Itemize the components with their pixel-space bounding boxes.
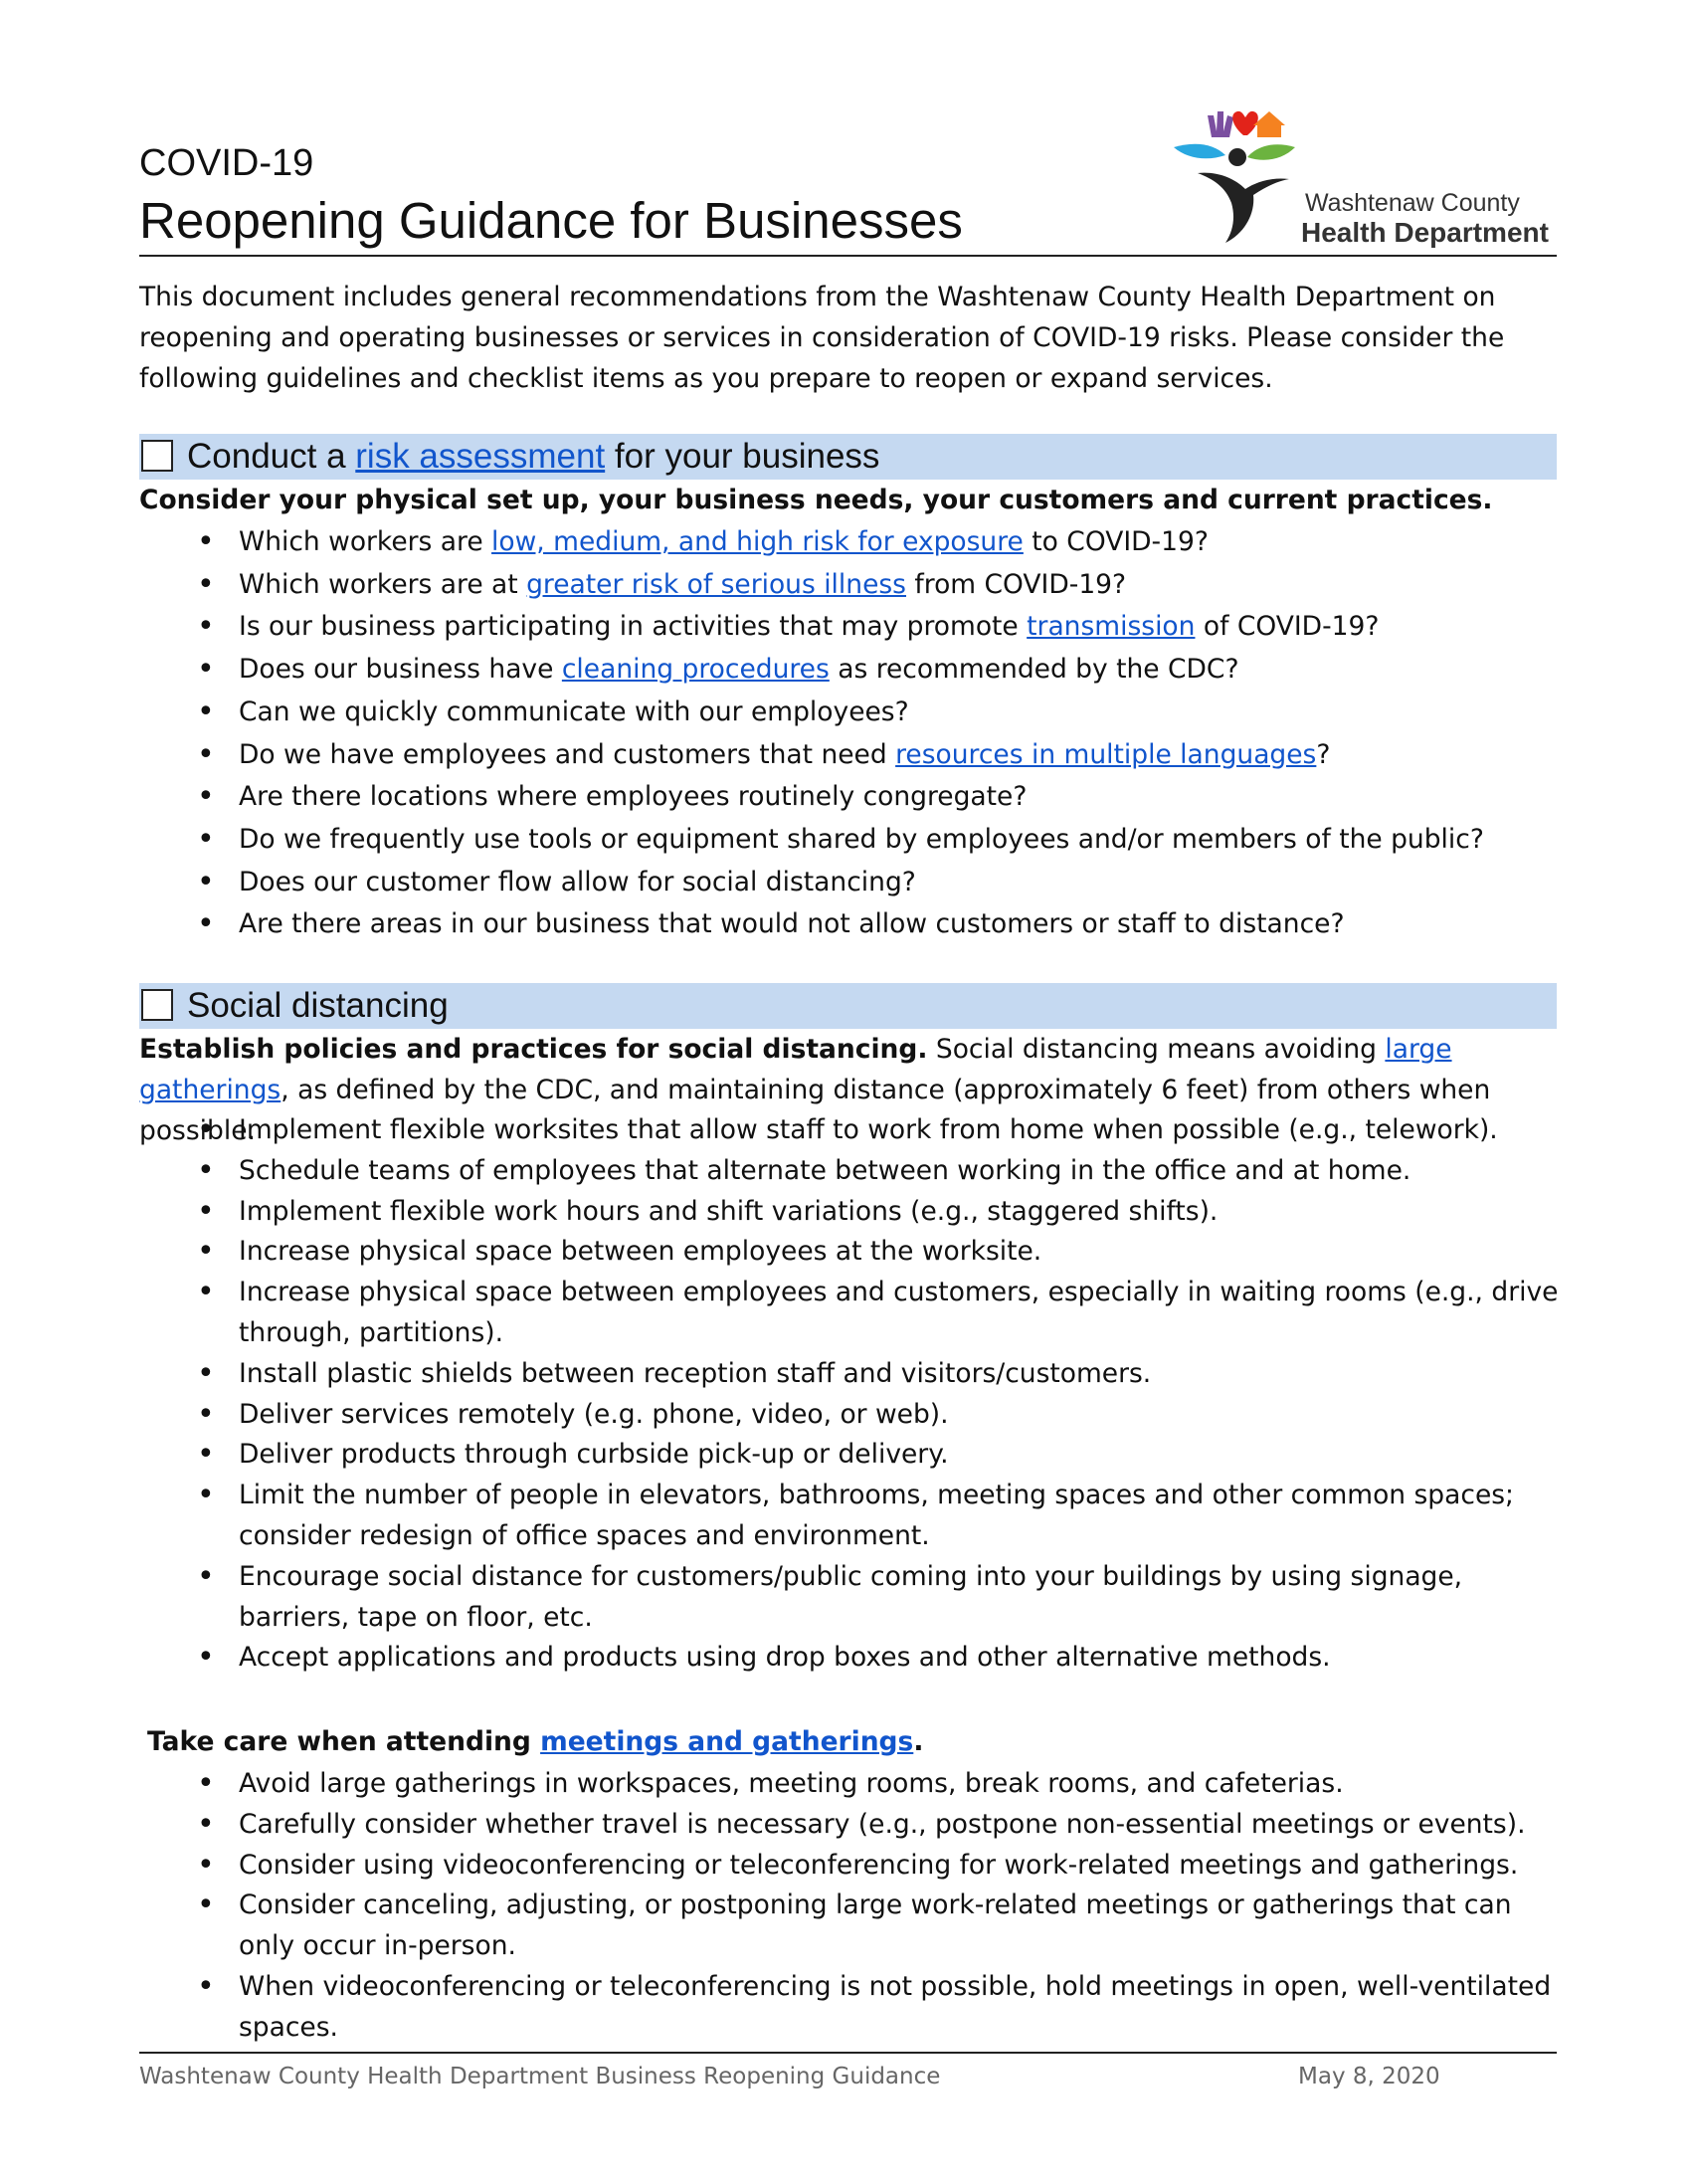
list-item: • Deliver products through curbside pick-up or delivery. [139, 1435, 1572, 1476]
list-item: • Encourage social distance for customers/public coming into your buildings by using signage, barriers, tape on floor, etc. [139, 1557, 1572, 1639]
risk-assessment-lead: Consider your physical set up, your business needs, your customers and current practices. [139, 485, 1493, 515]
social-distancing-lead: Establish policies and practices for social distancing. Social distancing means avoiding large gatherings, as defined by the CDC, and maintaining distance (approximately 6 feet) from others when possible. [139, 1034, 1491, 1146]
footer-divider [139, 2052, 1557, 2054]
footer-date: May 8, 2020 [1298, 2064, 1440, 2089]
logo-figure-icon [1174, 107, 1303, 247]
list-item: • Are there locations where employees routinely congregate? [139, 776, 1572, 819]
footer-title: Washtenaw County Health Department Business Reopening Guidance [139, 2064, 941, 2089]
section-title-social-distancing: Social distancing [187, 986, 449, 1025]
large-gatherings-link[interactable]: large gatherings [139, 1034, 1452, 1105]
list-item: • Install plastic shields between reception staff and visitors/customers. [139, 1354, 1572, 1395]
logo-text-county: Washtenaw County [1305, 189, 1520, 217]
list-item: • Consider canceling, adjusting, or postponing large work-related meetings or gatherings that can only occur in-person. [139, 1886, 1572, 1967]
risk-assessment-checkbox[interactable] [141, 440, 173, 472]
cleaning-procedures-link[interactable]: cleaning procedures [561, 654, 830, 686]
document-kicker: COVID-19 [139, 142, 314, 184]
list-item: • Carefully consider whether travel is necessary (e.g., postpone non-essential meetings or events). [139, 1805, 1572, 1846]
section-title-risk-assessment: Conduct a risk assessment for your business [187, 437, 880, 476]
list-item: • Do we frequently use tools or equipment shared by employees and/or members of the public? [139, 819, 1572, 862]
meetings-list [139, 1764, 1572, 2049]
list-item: • Are there areas in our business that would not allow customers or staff to distance? [139, 903, 1572, 946]
list-item: • Do we have employees and customers that need resources in multiple languages? [139, 734, 1572, 777]
list-item: • Does our customer flow allow for social distancing? [139, 862, 1572, 904]
multiple-languages-link[interactable]: resources in multiple languages [895, 738, 1317, 770]
intro-paragraph: This document includes general recommendations from the Washtenaw County Health Department on reopening and operating businesses or services in consideration of COVID-19 risks. Please consider the following guidelines and checklist items as you prepare to reopen or expand services. [139, 282, 1505, 394]
list-item: • When videoconferencing or teleconferencing is not possible, hold meetings in open, well-ventilated spaces. [139, 1967, 1572, 2049]
social-distancing-checkbox[interactable] [141, 989, 173, 1021]
list-item: • Which workers are low, medium, and high risk for exposure to COVID-19? [139, 521, 1572, 564]
header-divider [139, 255, 1557, 257]
meetings-gatherings-link[interactable]: meetings and gatherings [540, 1726, 914, 1757]
list-item: • Is our business participating in activities that may promote transmission of COVID-19? [139, 606, 1572, 649]
social-distancing-list [139, 1110, 1572, 1679]
list-item: • Limit the number of people in elevators, bathrooms, meeting spaces and other common spaces; consider redesign of office spaces and environment. [139, 1476, 1572, 1557]
list-item: • Deliver services remotely (e.g. phone, video, or web). [139, 1395, 1572, 1436]
list-item: • Accept applications and products using drop boxes and other alternative methods. [139, 1638, 1572, 1679]
serious-illness-link[interactable]: greater risk of serious illness [526, 568, 906, 600]
risk-assessment-list [139, 521, 1572, 946]
section-header-social-distancing [139, 983, 1557, 1029]
risk-assessment-link[interactable]: risk assessment [355, 437, 606, 476]
list-item: • Can we quickly communicate with our employees? [139, 692, 1572, 734]
document-title: Reopening Guidance for Businesses [139, 192, 963, 249]
risk-exposure-link[interactable]: low, medium, and high risk for exposure [491, 526, 1024, 557]
list-item: • Increase physical space between employees and customers, especially in waiting rooms (e.g., drive through, partitions). [139, 1273, 1572, 1354]
health-department-logo [1174, 107, 1562, 252]
list-item: • Avoid large gatherings in workspaces, meeting rooms, break rooms, and cafeterias. [139, 1764, 1572, 1805]
list-item: • Schedule teams of employees that alternate between working in the office and at home. [139, 1151, 1572, 1192]
list-item: • Does our business have cleaning procedures as recommended by the CDC? [139, 649, 1572, 692]
list-item: • Increase physical space between employees at the worksite. [139, 1232, 1572, 1273]
list-item: • Implement flexible worksites that allow staff to work from home when possible (e.g., telework). [139, 1110, 1572, 1151]
list-item: • Implement flexible work hours and shift variations (e.g., staggered shifts). [139, 1192, 1572, 1233]
section-header-risk-assessment [139, 434, 1557, 480]
logo-text-department: Health Department [1301, 217, 1549, 248]
list-item: • Consider using videoconferencing or teleconferencing for work-related meetings and gatherings. [139, 1846, 1572, 1886]
transmission-link[interactable]: transmission [1027, 611, 1196, 643]
meetings-lead: Take care when attending meetings and gatherings. [147, 1726, 924, 1757]
list-item: • Which workers are at greater risk of serious illness from COVID-19? [139, 564, 1572, 607]
